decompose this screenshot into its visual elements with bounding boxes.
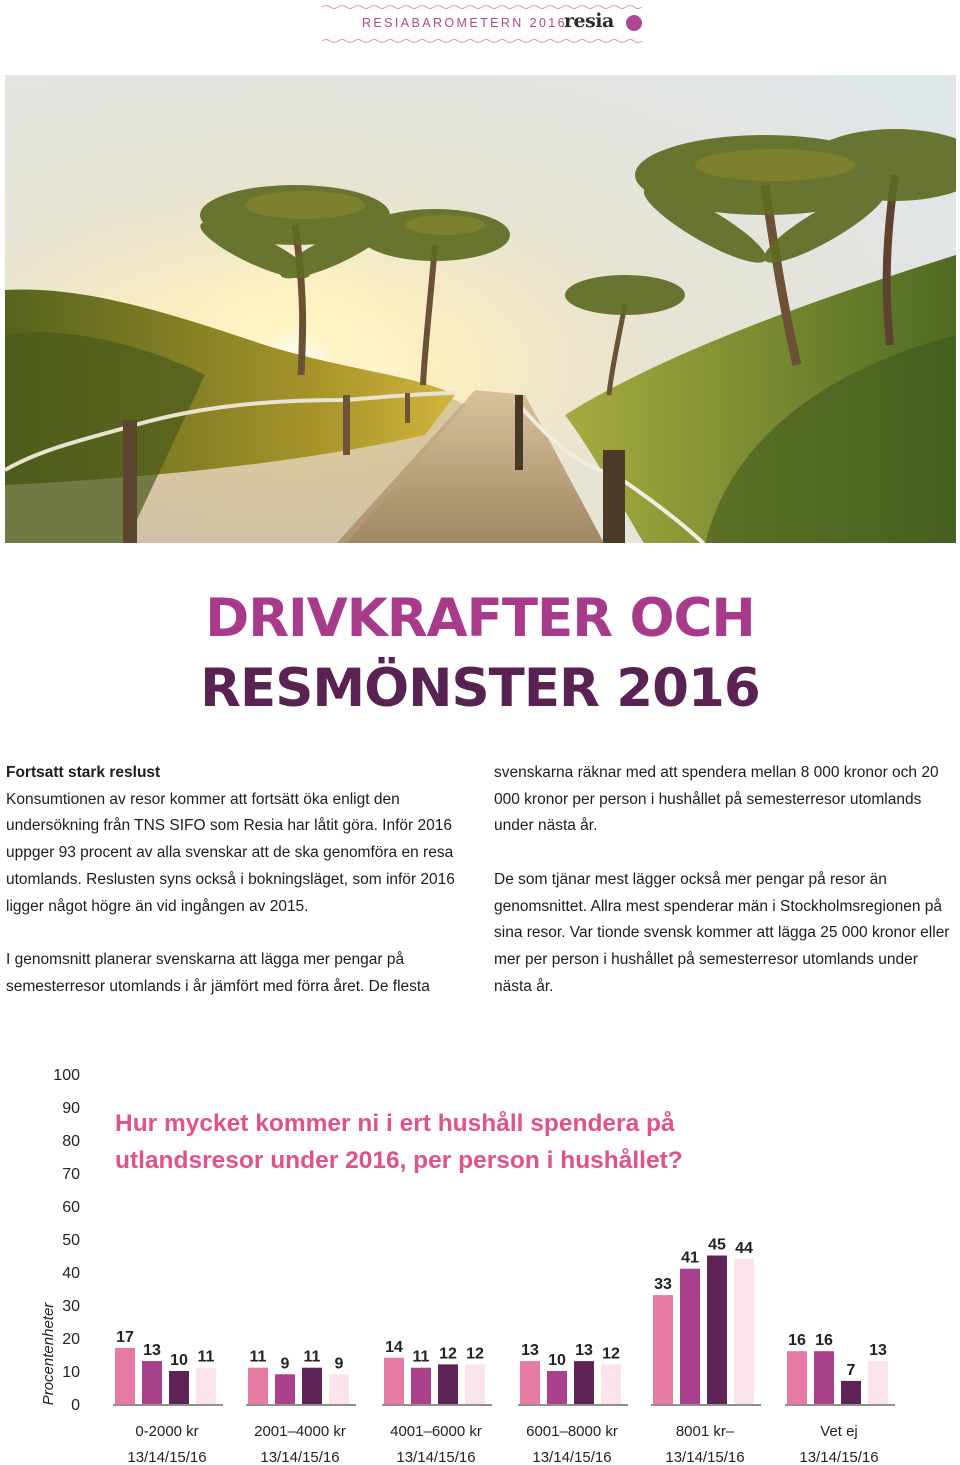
data-label: 11 [197,1348,215,1366]
chart-bar [411,1368,431,1404]
article-text-1: Konsumtionen av resor kommer att fortsätt öka enligt den undersökning från TNS SIFO som Resia har låtit göra. Inför 2016 uppger 93 procent av alla svenskar att de ska genomföra en resa utomlands. Reslusten syns också i bokningsläget, som inför 2016 ligger något högre än vid ingången av 2015. [6,790,455,915]
chart-bar [680,1269,700,1404]
chart-bar [384,1358,404,1404]
data-label: 10 [170,1352,188,1369]
category-sub-label: 13/14/15/16 [799,1449,879,1465]
data-label: 10 [548,1352,566,1369]
y-tick-label: 0 [71,1397,80,1414]
chart-bar [734,1259,754,1404]
data-label: 45 [708,1236,726,1254]
data-label: 11 [412,1348,430,1366]
category-sub-label: 13/14/15/16 [396,1449,476,1465]
category-sub-label: 13/14/15/16 [260,1449,340,1465]
masthead-bar [322,4,644,44]
category-label: 0-2000 kr [135,1423,199,1440]
category-label: 2001–4000 kr [254,1423,346,1440]
article-paragraph-3: svenskarna räknar med att spendera mellan 8 000 kronor och 20 000 kronor per person i hushållet på semesterresor utomlands under nästa år. [494,764,939,835]
chart-bar [787,1351,807,1404]
chart-title: Hur mycket kommer ni i ert hushåll spendera på utlandsresor under 2016, per person i hushållet? [115,1110,683,1174]
chart-bar [868,1361,888,1404]
chart-bar [547,1371,567,1404]
data-label: 13 [521,1342,539,1360]
category-label: 8001 kr– [675,1423,735,1440]
y-tick-label: 40 [62,1265,80,1282]
chart-bar [653,1295,673,1404]
category-label: Vet ej [820,1423,858,1440]
page-title-line-1: DRIVKRAFTER OCH [205,588,755,649]
chart-bar [814,1351,834,1404]
page-title-line-2: RESMÖNSTER 2016 [200,658,760,719]
y-axis-label: Procentenheter [40,1302,57,1406]
chart-bar [601,1364,621,1404]
wave-divider-bottom [322,38,644,44]
data-label: 12 [439,1345,457,1363]
category-sub-label: 13/14/15/16 [532,1449,612,1465]
y-tick-label: 30 [62,1298,80,1315]
chart-bar [707,1256,727,1405]
chart-bar [438,1364,458,1404]
chart-bar [196,1368,216,1404]
chart-bar [302,1368,322,1404]
y-tick-label: 80 [62,1133,80,1150]
y-tick-label: 90 [62,1100,80,1117]
y-tick-label: 50 [62,1232,80,1249]
data-label: 13 [143,1342,161,1360]
article-paragraph-4: De som tjänar mest lägger också mer pengar på resor än genomsnittet. Allra mest spenderar män i Stockholmsregionen på sina resor. Var tionde svensk kommer att lägga 25 000 kronor eller mer per person i hushållet på semesterresor utomlands under nästa år. [494,870,950,995]
brand-dot-icon [626,15,642,31]
chart-bar [329,1374,349,1404]
category-sub-label: 13/14/15/16 [665,1449,745,1465]
data-label: 16 [788,1332,806,1350]
data-label: 14 [385,1338,403,1356]
data-label: 44 [735,1239,753,1257]
chart-bar [275,1374,295,1404]
y-tick-label: 20 [62,1331,80,1348]
data-label: 41 [681,1249,699,1267]
data-label: 12 [602,1345,620,1363]
y-tick-label: 10 [62,1364,80,1381]
data-label: 9 [334,1355,344,1373]
hero-photo [5,75,956,543]
spending-bar-chart [0,1050,960,1465]
chart-bar [574,1361,594,1404]
y-tick-label: 60 [62,1199,80,1216]
chart-bar [520,1361,540,1404]
data-label: 17 [116,1328,134,1346]
chart-bar [248,1368,268,1404]
article-lead: Fortsatt stark reslust [6,764,161,781]
data-label: 12 [466,1345,484,1363]
y-tick-label: 100 [53,1067,80,1084]
data-label: 7 [846,1361,856,1379]
chart-bar [142,1361,162,1404]
masthead-title: RESIABAROMETERN 2016 [362,16,567,30]
chart-bar [169,1371,189,1404]
article-paragraph-1 [6,760,476,920]
data-label: 9 [280,1355,290,1373]
chart-bar [465,1364,485,1404]
chart-bar [841,1381,861,1404]
category-label: 4001–6000 kr [390,1423,482,1440]
category-label: 6001–8000 kr [526,1423,618,1440]
data-label: 33 [654,1276,672,1294]
brand-logo: resia [564,10,614,32]
data-label: 11 [303,1348,321,1366]
data-label: 16 [815,1332,833,1350]
category-sub-label: 13/14/15/16 [127,1449,207,1465]
article-column-left [6,760,476,1027]
data-label: 11 [249,1348,267,1366]
article-paragraph-2: I genomsnitt planerar svenskarna att lägga mer pengar på semesterresor utomlands i år jämfört med förra året. De flesta [6,950,430,995]
data-label: 13 [575,1342,593,1360]
chart-bar [115,1348,135,1404]
y-tick-label: 70 [62,1166,80,1183]
data-label: 13 [869,1342,887,1360]
article-column-right [494,760,954,1027]
